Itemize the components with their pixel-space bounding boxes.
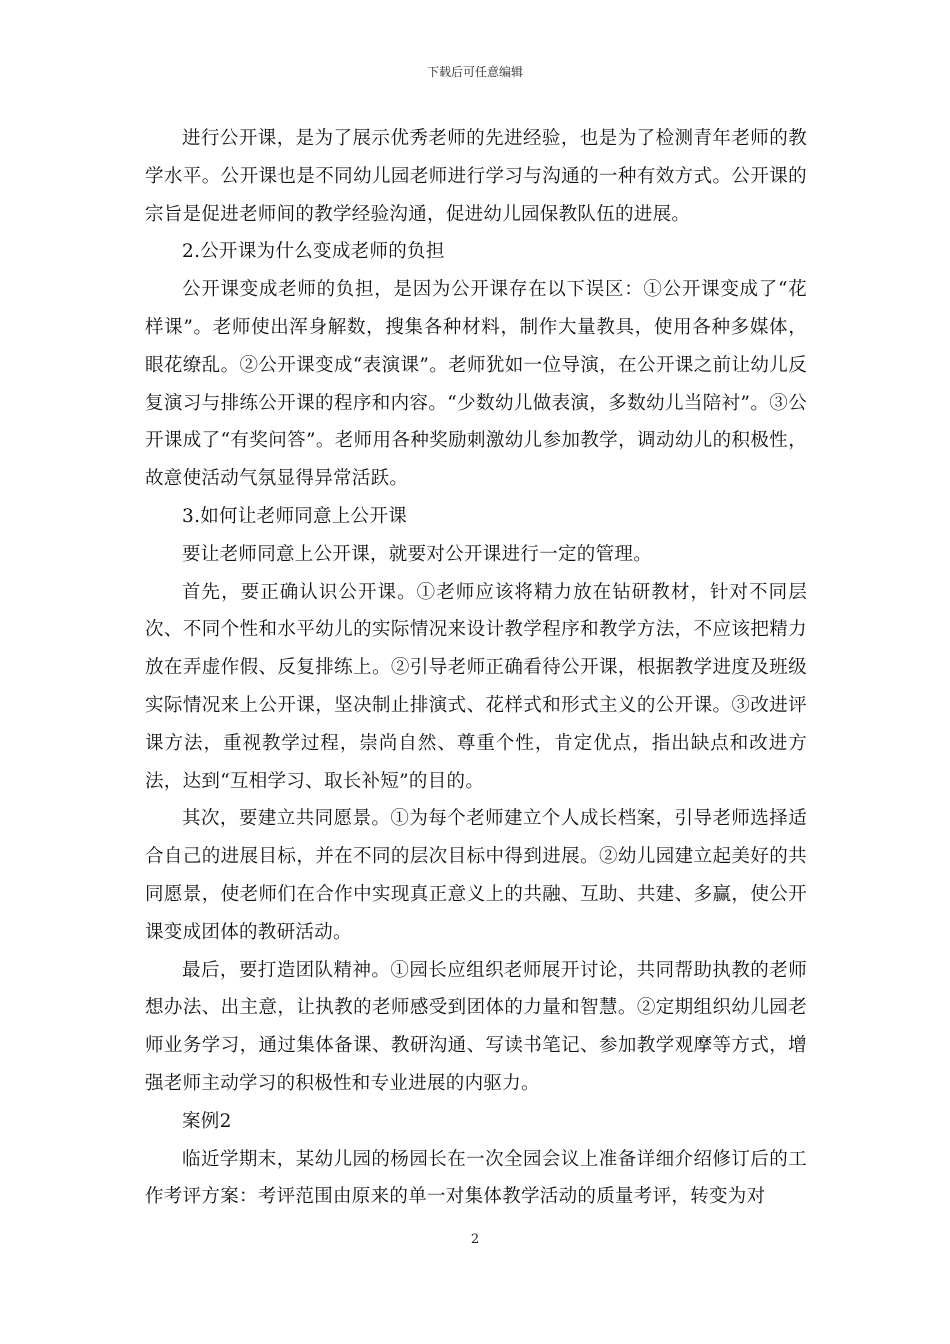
section-heading-2: 2.公开课为什么变成老师的负担 bbox=[182, 241, 445, 263]
page-header: 下载后可任意编辑 bbox=[426, 65, 523, 79]
section-heading-3: 3.如何让老师同意上公开课 bbox=[182, 505, 408, 527]
document-body bbox=[145, 120, 807, 1216]
paragraph-management: 要让老师同意上公开课，就要对公开课进行一定的管理。 bbox=[182, 543, 653, 565]
paragraph-second: 其次，要建立共同愿景。①为每个老师建立个人成长档案，引导老师选择适合自己的进展目标，并在不同的层次目标中得到进展。②幼儿园建立起美好的共同愿景，使老师们在合作中实现真正意义上的共融、互助、共建、多赢，使公开课变成团体的教研活动。 bbox=[145, 808, 807, 943]
paragraph-first: 首先，要正确认识公开课。①老师应该将精力放在钻研教材，针对不同层次、不同个性和水平幼儿的实际情况来设计教学程序和教学方法，不应该把精力放在弄虚作假、反复排练上。②引导老师正确看待公开课，根据教学进度及班级实际情况来上公开课，坚决制止排演式、花样式和形式主义的公开课。③改进评课方法，重视教学过程，崇尚自然、尊重个性，肯定优点，指出缺点和改进方法，达到“互相学习、取长补短”的目的。 bbox=[145, 581, 807, 792]
case-heading: 案例2 bbox=[182, 1110, 232, 1132]
paragraph-last: 最后，要打造团队精神。①园长应组织老师展开讨论，共同帮助执教的老师想办法、出主意，让执教的老师感受到团体的力量和智慧。②定期组织幼儿园老师业务学习，通过集体备课、教研沟通、写读书笔记、参加教学观摩等方式，增强老师主动学习的积极性和专业进展的内驱力。 bbox=[145, 959, 807, 1094]
page-number: 2 bbox=[470, 1232, 480, 1247]
paragraph-intro: 进行公开课，是为了展示优秀老师的先进经验，也是为了检测青年老师的教学水平。公开课也是不同幼儿园老师进行学习与沟通的一种有效方式。公开课的宗旨是促进老师间的教学经验沟通，促进幼儿园保教队伍的进展。 bbox=[145, 128, 807, 225]
paragraph-case: 临近学期末，某幼儿园的杨园长在一次全园会议上准备详细介绍修订后的工作考评方案：考评范围由原来的单一对集体教学活动的质量考评，转变为对 bbox=[145, 1148, 807, 1208]
paragraph-misconceptions: 公开课变成老师的负担，是因为公开课存在以下误区：①公开课变成了“花样课”。老师使出浑身解数，搜集各种材料，制作大量教具，使用各种多媒体，眼花缭乱。②公开课变成“表演课”。老师犹如一位导演，在公开课之前让幼儿反复演习与排练公开课的程序和内容。“少数幼儿做表演，多数幼儿当陪衬”。③公开课成了“有奖问答”。老师用各种奖励刺激幼儿参加教学，调动幼儿的积极性，故意使活动气氛显得异常活跃。 bbox=[145, 279, 807, 490]
